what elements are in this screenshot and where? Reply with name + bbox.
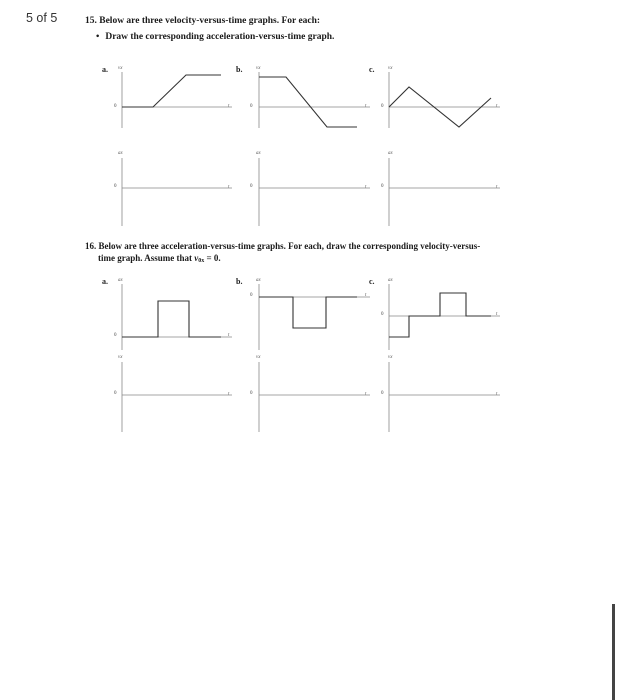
q16-b-zero-bottom: 0: [250, 391, 253, 396]
q15-b-t-bottom: t: [365, 185, 367, 190]
q15-b-zero-bottom: 0: [250, 184, 253, 189]
q16-b-t: t: [365, 293, 367, 298]
q16-label-c: c.: [369, 277, 375, 286]
q16-b-zero: 0: [250, 293, 253, 298]
page-edge-scrollbar: [612, 604, 615, 700]
q15-b-velocity-graph: [259, 72, 370, 128]
q16-c-velocity-axes: [389, 362, 500, 432]
q15-c-vx-label: vx: [388, 66, 393, 71]
q16-c-zero: 0: [381, 312, 384, 317]
q16-b-vx-label: vx: [256, 355, 261, 360]
q15-label-a: a.: [102, 65, 108, 74]
q15-b-vx-label: vx: [256, 66, 261, 71]
q16-b-ax-label: ax: [256, 278, 261, 283]
q15-a-vx-label: vx: [118, 66, 123, 71]
q16-label-b: b.: [236, 277, 243, 286]
q15-c-zero-bottom: 0: [381, 184, 384, 189]
q16-c-accel-graph: [389, 284, 500, 350]
q16-c-ax-label: ax: [388, 278, 393, 283]
question-16-line-1: 16. Below are three acceleration-versus-time graphs. For each, draw the corresponding velocity-versus-: [85, 241, 481, 251]
question-15-title: 15. Below are three velocity-versus-time graphs. For each:: [85, 16, 321, 26]
q16-b-accel-graph: [259, 284, 370, 350]
q16-a-ax-label: ax: [118, 278, 123, 283]
q16-c-t-bottom: t: [496, 392, 498, 397]
q15-a-zero-bottom: 0: [114, 184, 117, 189]
q15-b-accel-axes: [259, 158, 370, 226]
q16-c-vx-label: vx: [388, 355, 393, 360]
q15-a-velocity-graph: [122, 72, 232, 128]
q15-a-t-bottom: t: [228, 185, 230, 190]
q16-a-vx-label: vx: [118, 355, 123, 360]
q16-a-zero: 0: [114, 333, 117, 338]
q15-label-c: c.: [369, 65, 375, 74]
q15-b-t: t: [365, 104, 367, 109]
q15-a-zero: 0: [114, 104, 117, 109]
q15-c-ax-label: ax: [388, 151, 393, 156]
q16-b-velocity-axes: [259, 362, 370, 432]
q15-b-zero: 0: [250, 104, 253, 109]
q15-c-t-bottom: t: [496, 185, 498, 190]
q15-a-t: t: [228, 104, 230, 109]
q16-a-velocity-axes: [122, 362, 232, 432]
question-16-line-2: time graph. Assume that v0x = 0.: [98, 253, 221, 264]
q16-c-zero-bottom: 0: [381, 391, 384, 396]
q15-c-velocity-graph: [389, 72, 500, 128]
q16-label-a: a.: [102, 277, 108, 286]
q16-b-t-bottom: t: [365, 392, 367, 397]
q15-c-zero: 0: [381, 104, 384, 109]
page-counter: 5 of 5: [26, 11, 58, 25]
question-15-instruction: • Draw the corresponding acceleration-versus-time graph.: [96, 32, 335, 42]
q15-label-b: b.: [236, 65, 243, 74]
q16-a-accel-graph: [122, 284, 232, 350]
q16-a-t: t: [228, 333, 230, 338]
q15-a-ax-label: ax: [118, 151, 123, 156]
q15-c-t: t: [496, 104, 498, 109]
q15-b-ax-label: ax: [256, 151, 261, 156]
q15-c-accel-axes: [389, 158, 500, 226]
q16-c-t: t: [496, 312, 498, 317]
q15-a-accel-axes: [122, 158, 232, 226]
q16-a-t-bottom: t: [228, 392, 230, 397]
q16-a-zero-bottom: 0: [114, 391, 117, 396]
